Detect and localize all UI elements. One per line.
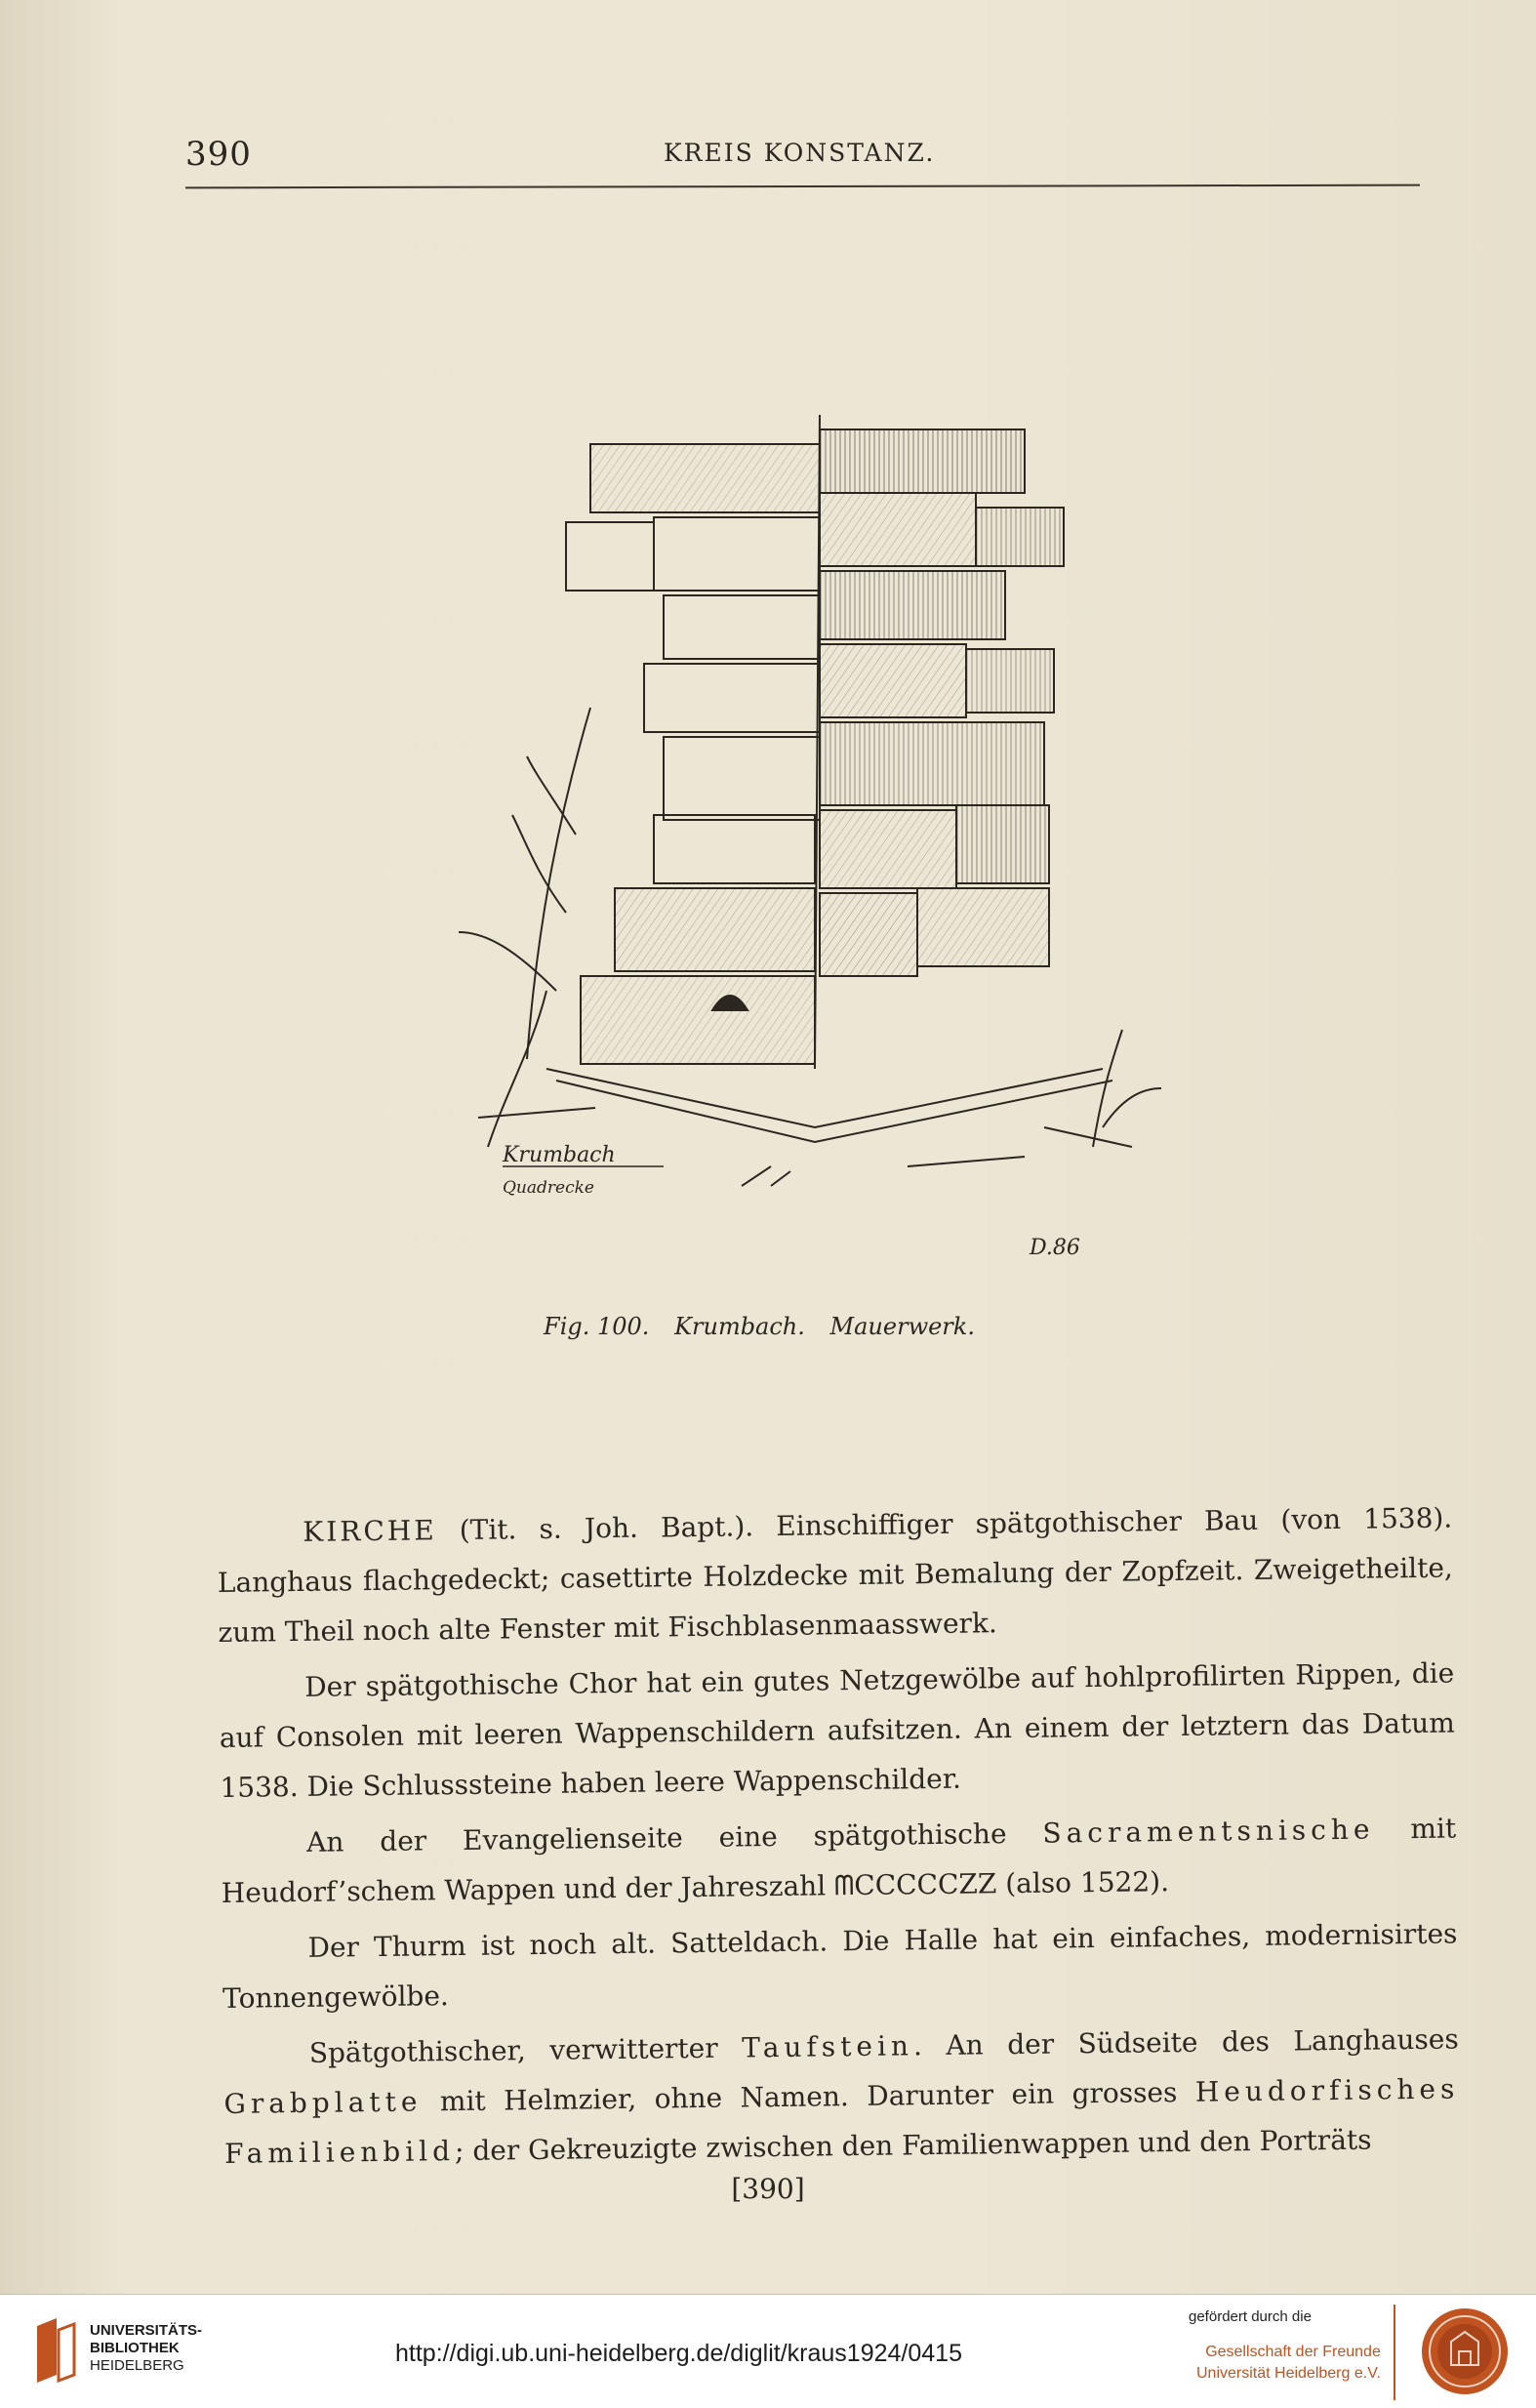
permalink-url[interactable]: http://digi.ub.uni-heidelberg.de/diglit/kraus1924/0415 xyxy=(395,2340,962,2367)
figure-caption xyxy=(0,1313,1536,1340)
header-rule xyxy=(185,184,1420,189)
paragraph-taufstein: Spätgothischer, verwitterter Taufstein. An der Südseite des Langhauses Grabplatte mit Helmzier, ohne Namen. Darunter ein grosses Heudorfisches Familienbild; der Gekreuzigte zwischen den Familienwappen und den Porträts xyxy=(223,2022,1460,2170)
caption-place: Krumbach. xyxy=(674,1313,805,1340)
masonry-sketch xyxy=(420,386,1200,1293)
paragraph-kirche: KIRCHE (Tit. s. Joh. Bapt.). Einschiffiger spätgothischer Bau (von 1538). Langhaus flachgedeckt; casettirte Holzdecke mit Bemalung der Zopfzeit. Zweigetheilte, zum Theil noch alte Fenster mit Fischblasenmaasswerk. xyxy=(217,1501,1454,1649)
kirche-heading: KIRCHE xyxy=(303,1514,437,1548)
paragraph-thurm: Der Thurm ist noch alt. Satteldach. Die Halle hat ein einfaches, modernisirtes Tonnengewölbe. xyxy=(222,1917,1458,2015)
paragraph-chor: Der spätgothische Chor hat ein gutes Netzgewölbe auf hohlprofilirten Rippen, die auf Consolen mit leeren Wappenschildern aufsitzen. An einem der letztern das Datum 1538. Die Schlusssteine haben leere Wappenschilder. xyxy=(219,1656,1455,1804)
university-seal-icon xyxy=(1420,2306,1510,2396)
sketch-label-krumbach: Krumbach xyxy=(503,1143,616,1167)
ub-logo-icon xyxy=(29,2316,78,2385)
caption-fig-number: Fig. 100. xyxy=(544,1313,650,1340)
viewer-footer xyxy=(0,2294,1536,2408)
page-number: 390 xyxy=(185,135,252,174)
sponsor-label: gefördert durch die xyxy=(1189,2308,1312,2325)
masonry-illustration xyxy=(420,386,1200,1293)
year-numerals: ᗰCCCCCZZ xyxy=(833,1867,997,1902)
bottom-page-number: [390] xyxy=(731,2173,805,2205)
sponsor-name[interactable]: Gesellschaft der Freunde Universität Heidelberg e.V. xyxy=(1196,2344,1381,2382)
footer-divider xyxy=(1394,2305,1395,2400)
page-header xyxy=(185,135,1420,193)
sketch-signature: D.86 xyxy=(1030,1236,1080,1260)
body-text xyxy=(217,1493,1460,2184)
running-title: KREIS KONSTANZ. xyxy=(664,139,936,167)
library-name[interactable]: UNIVERSITÄTS- BIBLIOTHEK HEIDELBERG xyxy=(90,2322,203,2374)
sketch-label-quadrecke: Quadrecke xyxy=(503,1178,594,1198)
paragraph-sacramentsnische: An der Evangelienseite eine spätgothische Sacramentsnische mit Heudorf’schem Wappen und der Jahreszahl ᗰCCCCCZZ (also 1522). xyxy=(221,1812,1457,1909)
caption-subject: Mauerwerk. xyxy=(829,1313,975,1340)
